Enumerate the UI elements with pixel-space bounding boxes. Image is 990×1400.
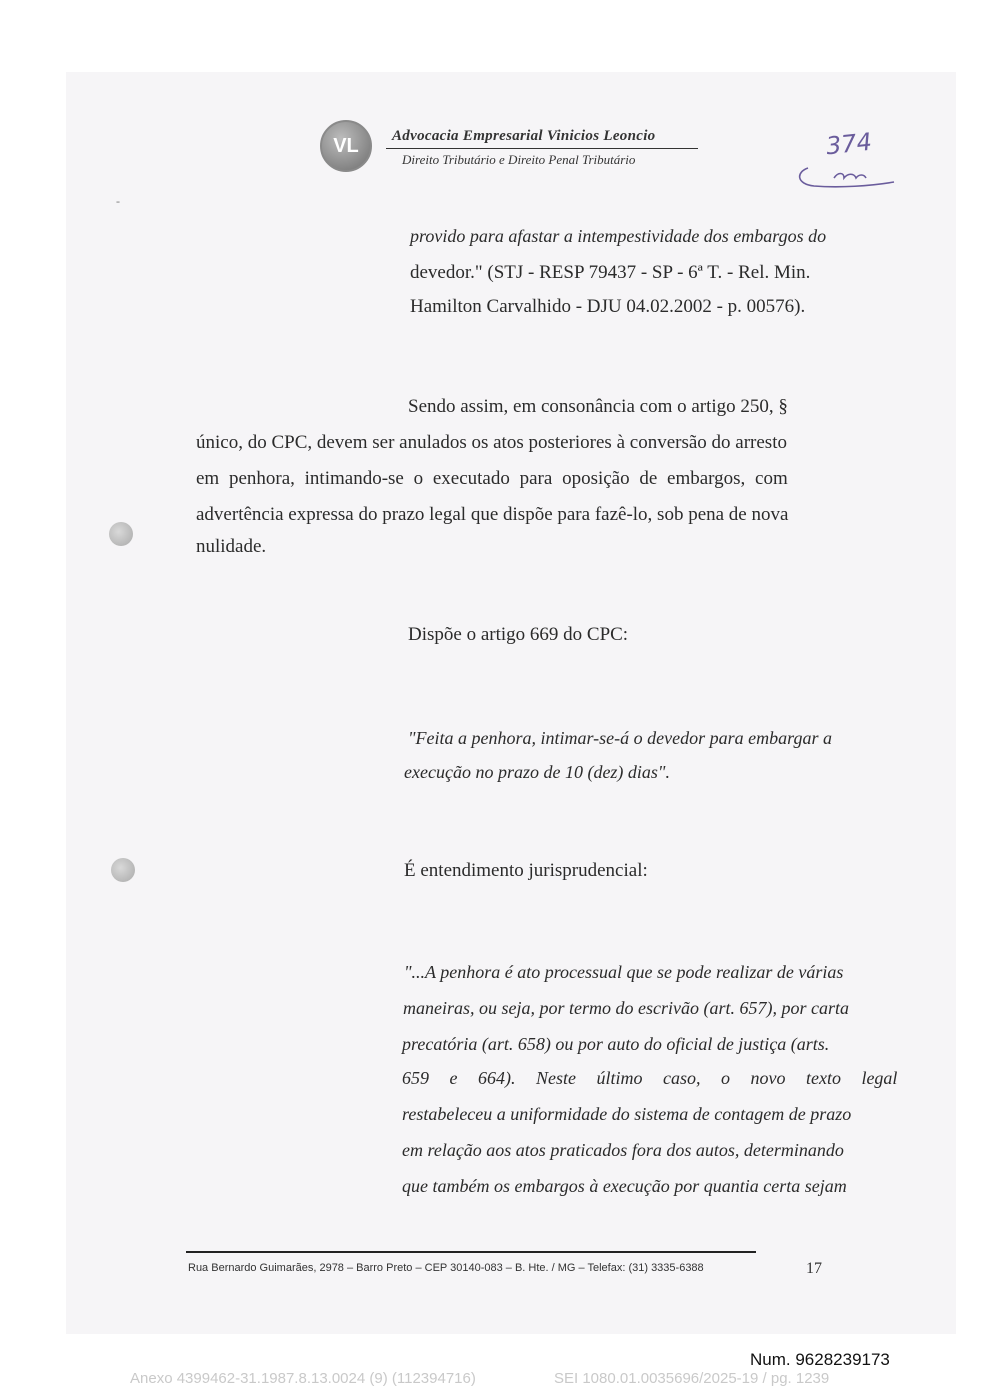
firm-name: Advocacia Empresarial Vinicios Leoncio — [392, 128, 656, 144]
footer-address: Rua Bernardo Guimarães, 2978 – Barro Preto – CEP 30140-083 – B. Hte. / MG – Telefax: (31) 3335-6388 — [188, 1262, 704, 1274]
firm-logo — [320, 120, 372, 172]
quote3-line: "...A penhora é ato processual que se pode realizar de várias — [404, 962, 844, 982]
quote3-line: 659 e 664). Neste último caso, o novo texto legal — [402, 1068, 898, 1088]
page-number: 17 — [806, 1260, 822, 1277]
annex-reference: Anexo 4399462-31.1987.8.13.0024 (9) (112394716) — [130, 1370, 476, 1387]
paragraph-heading: Dispõe o artigo 669 do CPC: — [408, 624, 629, 645]
quote2-line: "Feita a penhora, intimar-se-á o devedor para embargar a — [408, 728, 832, 748]
sei-reference: SEI 1080.01.0035696/2025-19 / pg. 1239 — [554, 1370, 830, 1387]
document-number: Num. 9628239173 — [750, 1350, 890, 1369]
firm-subtitle: Direito Tributário e Direito Penal Tributário — [402, 152, 636, 167]
margin-mark: - — [116, 194, 120, 208]
quote2-line: execução no prazo de 10 (dez) dias". — [404, 762, 670, 782]
quote1-line: devedor." (STJ - RESP 79437 - SP - 6ª T. - Rel. Min. — [410, 262, 811, 283]
paragraph-line: nulidade. — [196, 536, 267, 557]
quote3-line: que também os embargos à execução por quantia certa sejam — [402, 1176, 847, 1196]
quote3-line: em relação aos atos praticados fora dos autos, determinando — [402, 1140, 844, 1160]
punch-hole — [109, 522, 133, 546]
quote3-line: precatória (art. 658) ou por auto do oficial de justiça (arts. — [402, 1034, 830, 1054]
paragraph-line: Sendo assim, em consonância com o artigo 250, § — [408, 396, 788, 417]
paragraph-line: único, do CPC, devem ser anulados os atos posteriores à conversão do arresto — [196, 432, 787, 453]
folio-number: 374 — [824, 127, 874, 161]
paragraph-line: advertência expressa do prazo legal que dispõe para fazê-lo, sob pena de nova — [196, 504, 789, 525]
logo-initials: VL — [333, 134, 359, 157]
paragraph-heading: É entendimento jurisprudencial: — [404, 860, 648, 881]
paragraph-line: em penhora, intimando-se o executado para oposição de embargos, com — [196, 468, 788, 489]
punch-hole — [111, 858, 135, 882]
quote3-line: maneiras, ou seja, por termo do escrivão (art. 657), por carta — [403, 998, 849, 1018]
header-divider — [386, 148, 698, 149]
quote1-line: provido para afastar a intempestividade dos embargos do — [410, 226, 827, 246]
quote3-line: restabeleceu a uniformidade do sistema de contagem de prazo — [402, 1104, 852, 1124]
quote1-line: Hamilton Carvalhido - DJU 04.02.2002 - p. 00576). — [410, 296, 806, 317]
footer-divider — [186, 1251, 756, 1253]
